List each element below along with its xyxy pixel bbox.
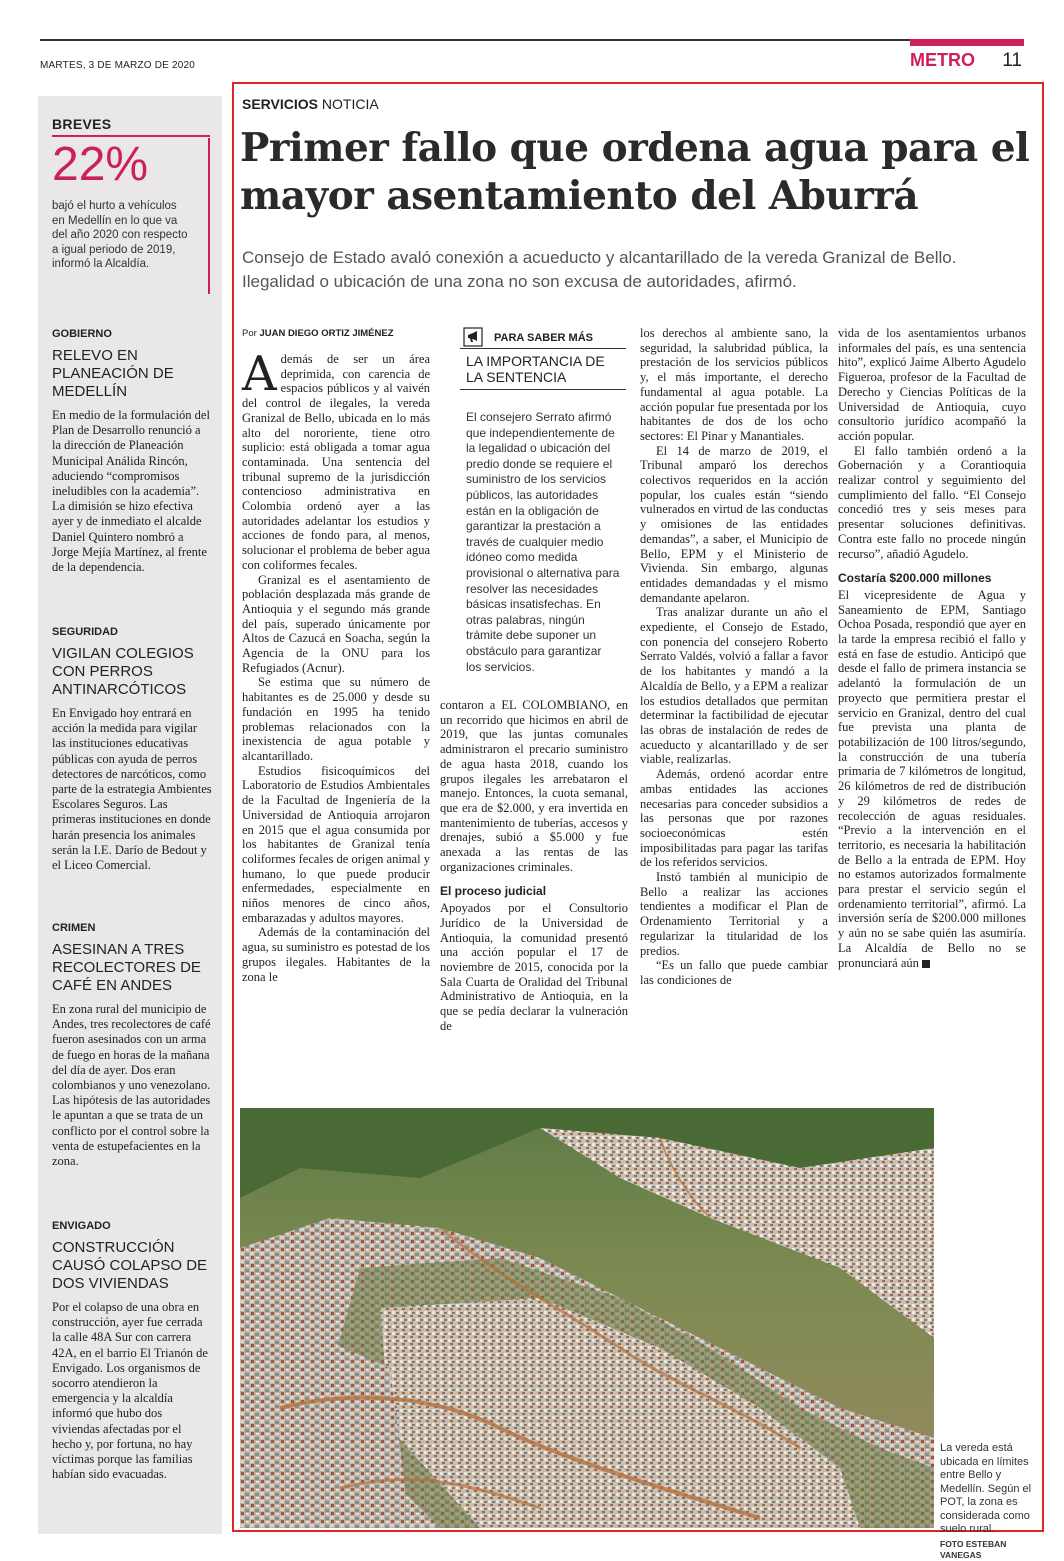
aerial-photo [240,1108,934,1528]
brief-category: CRIMEN [52,922,96,934]
paragraph: contaron a EL COLOMBIANO, en un recorrido que hicimos en abril de 2019, que las juntas comunales administraron el precario suministro de agua hasta 2018, cuando los grupos ilegales les arrebataron el manejo. Entonces, la cuota semanal, que era de $2.000, y era invertida en mantenimiento de tuberías, accesos y drenajes, subió a $5.000 y fue anexada a las rentas de las organizaciones criminales. [440,698,628,874]
breves-side-rule [208,138,210,294]
box-title: PARA SABER MÁS [494,332,594,344]
photo-credit: FOTO ESTEBAN VANEGAS [940,1538,1007,1560]
caption-text: La vereda está ubicada en límites entre Bello y Medellín. Según el POT, la zona es considerada como suelo rural. [940,1442,1032,1535]
paragraph: Apoyados por el Consultorio Jurídico de la Universidad de Antioquia, la comunidad presentó una acción popular el 17 de noviembre de 2015, conocida por la Sala Cuarta de Oralidad del Tribunal Administrativo de Antioquia, en la que se pedía declarar la vulneración de [440,901,628,1033]
paragraph: El fallo también ordenó a la Gobernación y a Corantioquia realizar control y seguimiento del cumplimiento del fallo. “El Consejo concedió tres y seis meses para presentar soluciones definitivas. Contra este fallo no procede ningún recurso”, añadió Agudelo. [838,443,1026,561]
kicker-type: NOTICIA [321,96,379,112]
paragraph [242,346,430,573]
megaphone-icon [464,328,482,346]
paragraph: los derechos al ambiente sano, la seguridad, la salubridad pública, la prestación de los servicios públicos y, el más importante, el derecho fundamental al agua potable. La acción popular fue presentada por los habitantes de dos de los ocho sectores: El Pinar y Manantiales. [640,326,828,443]
article-headline: Primer fallo que ordena agua para el mayor asentamiento del Aburrá [240,125,1030,219]
subheading: El proceso judicial [440,884,547,899]
byline [242,328,394,339]
paragraph: Estudios fisicoquímicos del Laboratorio de Estudios Ambientales de la Facultad de Ingeniería de la Universidad de Antioquia arrojaron en 2015 que el agua consumida por los habitantes de Granizal tenía coliformes fecales de origen animal y humano, lo que puede producir enfermedades, especialmente en niños menores de cinco años, embarazadas y adultos mayores. [242,763,430,925]
paragraph: Además de la contaminación del agua, su suministro es potestad de los grupos ilegales. Habitantes de la zona le [242,925,430,984]
top-rule [40,39,1024,41]
paragraph [838,588,1026,970]
brief-body: En zona rural del municipio de Andes, tres recolectores de café fueron asesinados con un arma de fuego en horas de la mañana del día de ayer. Dos eran colombianos y uno venezolano. Las hipótesis de las autoridades le apuntan a que se trata de un conflicto por el control sobre la venta de estupefacientes en la zona. [52,1002,211,1169]
section-bar [910,39,1024,46]
dropcap: A [242,346,277,402]
byline-author: JUAN DIEGO ORTIZ JIMÉNEZ [259,328,394,339]
paragraph: Tras analizar durante un año el expediente, el Consejo de Estado, con ponencia del consejero Roberto Serrato Valdés, volvió a fallar a favor de los habitantes y mandó a la Alcaldía de Bello, y a EPM a realizar los estudios detallados que permitan determinar la factibilidad de ejecutar las obras de instalación de redes de acueducto y alcantarillado y de ser viable, realizarlas. [640,605,828,767]
brief-category: GOBIERNO [52,328,112,340]
brief-crimen [52,922,212,1169]
brief-body: Por el colapso de una obra en construcción, ayer fue cerrada la calle 48A Sur con carrera 42A, en el barrio El Trianón de Envigado. Los organismos de socorro atendieron la emergencia y la alcaldía informó que hubo dos viviendas afectadas por el hecho y, por fortuna, no hay víctimas porque las familias habían sido evacuadas. [52,1300,208,1482]
paragraph: Se estima que su número de habitantes es de 25.000 y desde su fundación en 1995 ha tenido problemas relacionados con la inexistencia de agua potable y alcantarillado. [242,675,430,763]
brief-body: En Envigado hoy entrará en acción la medida para vigilar las instituciones educativas públicas con ayuda de perros detectores de narcóticos, como parte de la estrategia Ambientes Escolares Seguros. Las primeras instituciones en donde harán presencia los animales serán la I.E. Darío de Bedout y el Liceo Comercial. [52,706,212,873]
article-column-4 [838,326,1026,970]
breves-kicker: BREVES [52,116,112,132]
paragraph-text: demás de ser un área deprimida, con carencia de espacios públicos y al vaivén del control de ilegales, la vereda Granizal de Bello, ubicada en lo más alto del nororiente, tiene otro suplicio: está obligada a tomar agua contaminada. Una sentencia del tribunal supremo de la jurisdicción contencioso administrativa en Colombia ordenó ayer a las autoridades adelantar los estudios y acciones de fondo para, al menos, solucionar el problema de beber agua con coliformes fecales. [242,352,430,572]
box-subtitle: LA IMPORTANCIA DE LA SENTENCIA [460,348,626,390]
breves-sidebar [38,96,222,1534]
granizal-aerial-image [240,1108,934,1528]
paragraph: “Es un fallo que puede cambiar las condiciones de [640,958,828,987]
breves-figure: 22% [52,138,149,191]
brief-seguridad [52,626,212,873]
paragraph: Granizal es el asentamiento de población desplazada más grande de Antioquia y el segundo más grande del país, superado únicamente por Altos de Cazucá en Soacha, según la Agencia de la ONU para los Refugiados (Acnur). [242,572,430,675]
box-body: El consejero Serrato afirmó que independientemente de la legalidad o ubicación del predio donde se requiere el suministro de los servicios públicos, las autoridades están en la obligación de garantizar la prestación a través de cualquier medio idóneo como medida provisional o alternativa para resolver las necesidades básicas insatisfechas. En otras palabras, ningún trámite debe suponer un obstáculo para garantizar los servicios. [466,410,620,674]
breves-block [52,116,210,272]
paragraph-text: El vicepresidente de Agua y Saneamiento de EPM, Santiago Ochoa Posada, respondió que ayer en la tarde la empresa recibió el fallo y está en fase de estudio. Anticipó que desde el fallo de primera instancia se adelantó la formulación de un proyecto que permitiera prestar el servicio en Granizal, dentro del cual fue prevista una planta de potabilización de 100 litros/segundo, la construcción de una tubería primaria de 7 kilómetros de longitud, 26 kilómetros de red de distribución y 29 kilómetros de redes de recolección de aguas residuales. “Previo a la intervención en el territorio, es necesaria la habilitación de Bello a la entrada de EPM. Hoy no estamos autorizados formalmente para prestar el servicio según el ordenamiento territorial”, afirmó. La inversión sería de $200.000 millones y aún no se sabe quién las asumiría. La Alcaldía de Bello no se pronunciará aún [838,587,1026,970]
breves-text: bajó el hurto a vehículos en Medellín en lo que va del año 2020 con respecto a igual periodo de 2019, informó la Alcaldía. [52,200,188,270]
photo-caption [940,1442,1032,1561]
paragraph: El 14 de marzo de 2019, el Tribunal amparó los derechos colectivos requeridos en la acción popular, los cuales están “siendo vulnerados en virtud de las conductas y omisiones de las entidades demandas”, a saber, el Municipio de Bello, EPM y el Ministerio de Vivienda. Sin embargo, algunas entidades demandadas y el mismo demandante apelaron. [640,443,828,605]
issue-date: MARTES, 3 DE MARZO DE 2020 [40,60,196,71]
breves-rule [52,135,210,137]
brief-headline: RELEVO EN PLANEACIÓN DE MEDELLÍN [52,347,174,400]
main-article [232,82,1044,1560]
kicker-section: SERVICIOS [242,96,318,112]
brief-body: En medio de la formulación del Plan de Desarrollo renunció a la dirección de Planeación Municipal Análida Rincón, aduciendo “compromisos ineludibles con la academia”. La dimisión se hizo efectiva ayer y de inmediato el alcalde Daniel Quintero nombró a Jorge Mejía Martínez, al frente de la dependencia. [52,408,210,575]
brief-headline: VIGILAN COLEGIOS CON PERROS ANTINARCÓTICOS [52,645,194,698]
article-column-3 [640,326,828,988]
article-subhead: Consejo de Estado avaló conexión a acueducto y alcantarillado de la vereda Granizal de Bello. Ilegalidad o ubicación de una zona no son excusa de autoridades, afirmó. [242,248,957,291]
brief-headline: ASESINAN A TRES RECOLECTORES DE CAFÉ EN ANDES [52,941,201,994]
end-mark-icon [922,960,930,968]
article-column-1 [242,346,430,984]
paragraph: vida de los asentamientos urbanos informales del país, es una sentencia hito”, explicó Jaime Alberto Agudelo Figueroa, profesor de la Facultad de Derecho y Ciencias Políticas de la Universidad de Antioquia, cuyo consultorio jurídico acompañó la acción popular. [838,326,1026,443]
byline-prefix: Por [242,328,257,339]
page-number: 11 [1002,50,1022,71]
article-column-2 [440,698,628,1033]
paragraph: Instó también al municipio de Bello a realizar las acciones tendientes a modificar el Plan de Ordenamiento Territorial y a regularizar la titularidad de los predios. [640,870,828,958]
brief-headline: CONSTRUCCIÓN CAUSÓ COLAPSO DE DOS VIVIENDAS [52,1239,208,1292]
paragraph: Además, ordenó acordar entre ambas entidades las acciones necesarias para conceder subsidios a las personas que por razones socioeconómicas estén imposibilitadas para pagar las tarifas de los referidos servicios. [640,767,828,870]
brief-category: SEGURIDAD [52,626,119,638]
brief-envigado [52,1220,212,1482]
subheading: Costaría $200.000 millones [838,571,992,586]
article-kicker [242,96,379,112]
section-label: METRO [910,50,975,70]
section-tag [910,39,1024,75]
brief-category: ENVIGADO [52,1220,111,1232]
brief-gobierno [52,328,212,575]
